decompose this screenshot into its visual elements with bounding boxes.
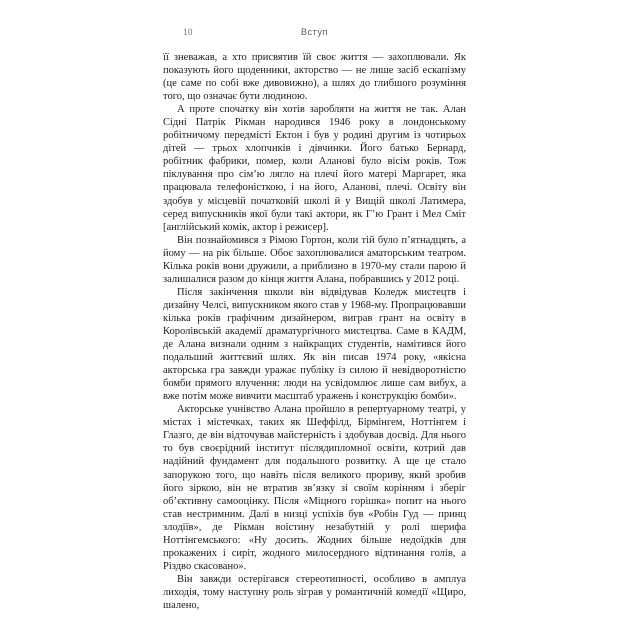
running-head: Вступ: [300, 27, 329, 37]
paragraph: А проте спочатку він хотів заробляти на життя не так. Алан Сідні Патрік Рікман народився 1946 року в лондонському робітничому передмісті Ектон і був у родині другим із чотирьох дітей — трьох хлопчиків і дівчинки. Його батько Бернард, робітник фабрики, помер, коли Аланові було вісім років. Тож піклування про сім’ю лягло на плечі його матері Маргарет, яка працювала телефоністкою, і на його, Аланові, плечі. Освіту він здобув у місцевій початковій школі й у Вищій школі Латимера, серед випускників якої були такі актори, як Г’ю Грант і Мел Сміт [англійський комік, актор і режисер].: [163, 104, 466, 233]
page-header: [163, 27, 466, 41]
paragraph: її зневажав, а хто присвятив їй своє життя — захоплювали. Як показують його щоденники, акторство — не лише засіб ескапізму (це саме по собі вже дивовижно), а шлях до глибшого розуміння того, що означає бути людиною.: [163, 52, 466, 103]
paragraph: Він завжди остерігався стереотипності, особливо в амплуа лиходія, тому наступну роль зіграв у романтичній комедії «Щиро, шалено,: [163, 573, 466, 611]
paragraph: Акторське учнівство Алана пройшло в репертуарному театрі, у містах і містечках, таких як Шеффілд, Бірмінгем, Ноттінгем і Глазго, де він відточував майстерність і здобував досвід. Для нього то був своєрідний інститут післядипломної освіти, котрий дав надійний фундамент для подальшого розвитку. А ще це стало запорукою того, що навіть після великого прориву, який зробив його зіркою, він не втратив зв’язку зі своїм корінням і зберіг об’єктивну самооцінку. Після «Міцного горішка» попит на нього став нестримним. Далі в низці успіхів був «Робін Гуд — принц злодіїв», де Рікман воістину незабутній у ролі шерифа Ноттінгемського: «Ну досить. Жодних більше недоїдків для прокажених і сиріт, жодного милосердного відтинання голів, а Різдво скасовано».: [163, 404, 466, 572]
paragraph: Він познайомився з Рімою Гортон, коли тій було п’ятнадцять, а йому — на рік більше. Обоє захоплювалися аматорським театром. Кілька років вони дружили, а приблизно в 1970-му стали парою й залишалися разом до кінця життя Алана, побравшись у 2012 році.: [163, 234, 466, 285]
body-text: [163, 51, 466, 612]
page-number: 10: [183, 27, 193, 37]
paragraph: Після закінчення школи він відвідував Коледж мистецтв і дизайну Челсі, випускником якого став у 1968-му. Пропрацювавши кілька років графічним дизайнером, виграв грант на освіту в Королівській академії драматургічного мистецтва. Саме в КАДМ, де Алана визнали одним з найкращих студентів, намітився його подальший життєвий шлях. Як він писав 1974 року, «якісна акторська гра завжди уражає публіку із силою й невідворотністю бомби прямого влучення: люди на усвідомлює лише сам вибух, а вже потім може вивчити масштаб уражень і конструкцію бомби».: [163, 286, 466, 403]
